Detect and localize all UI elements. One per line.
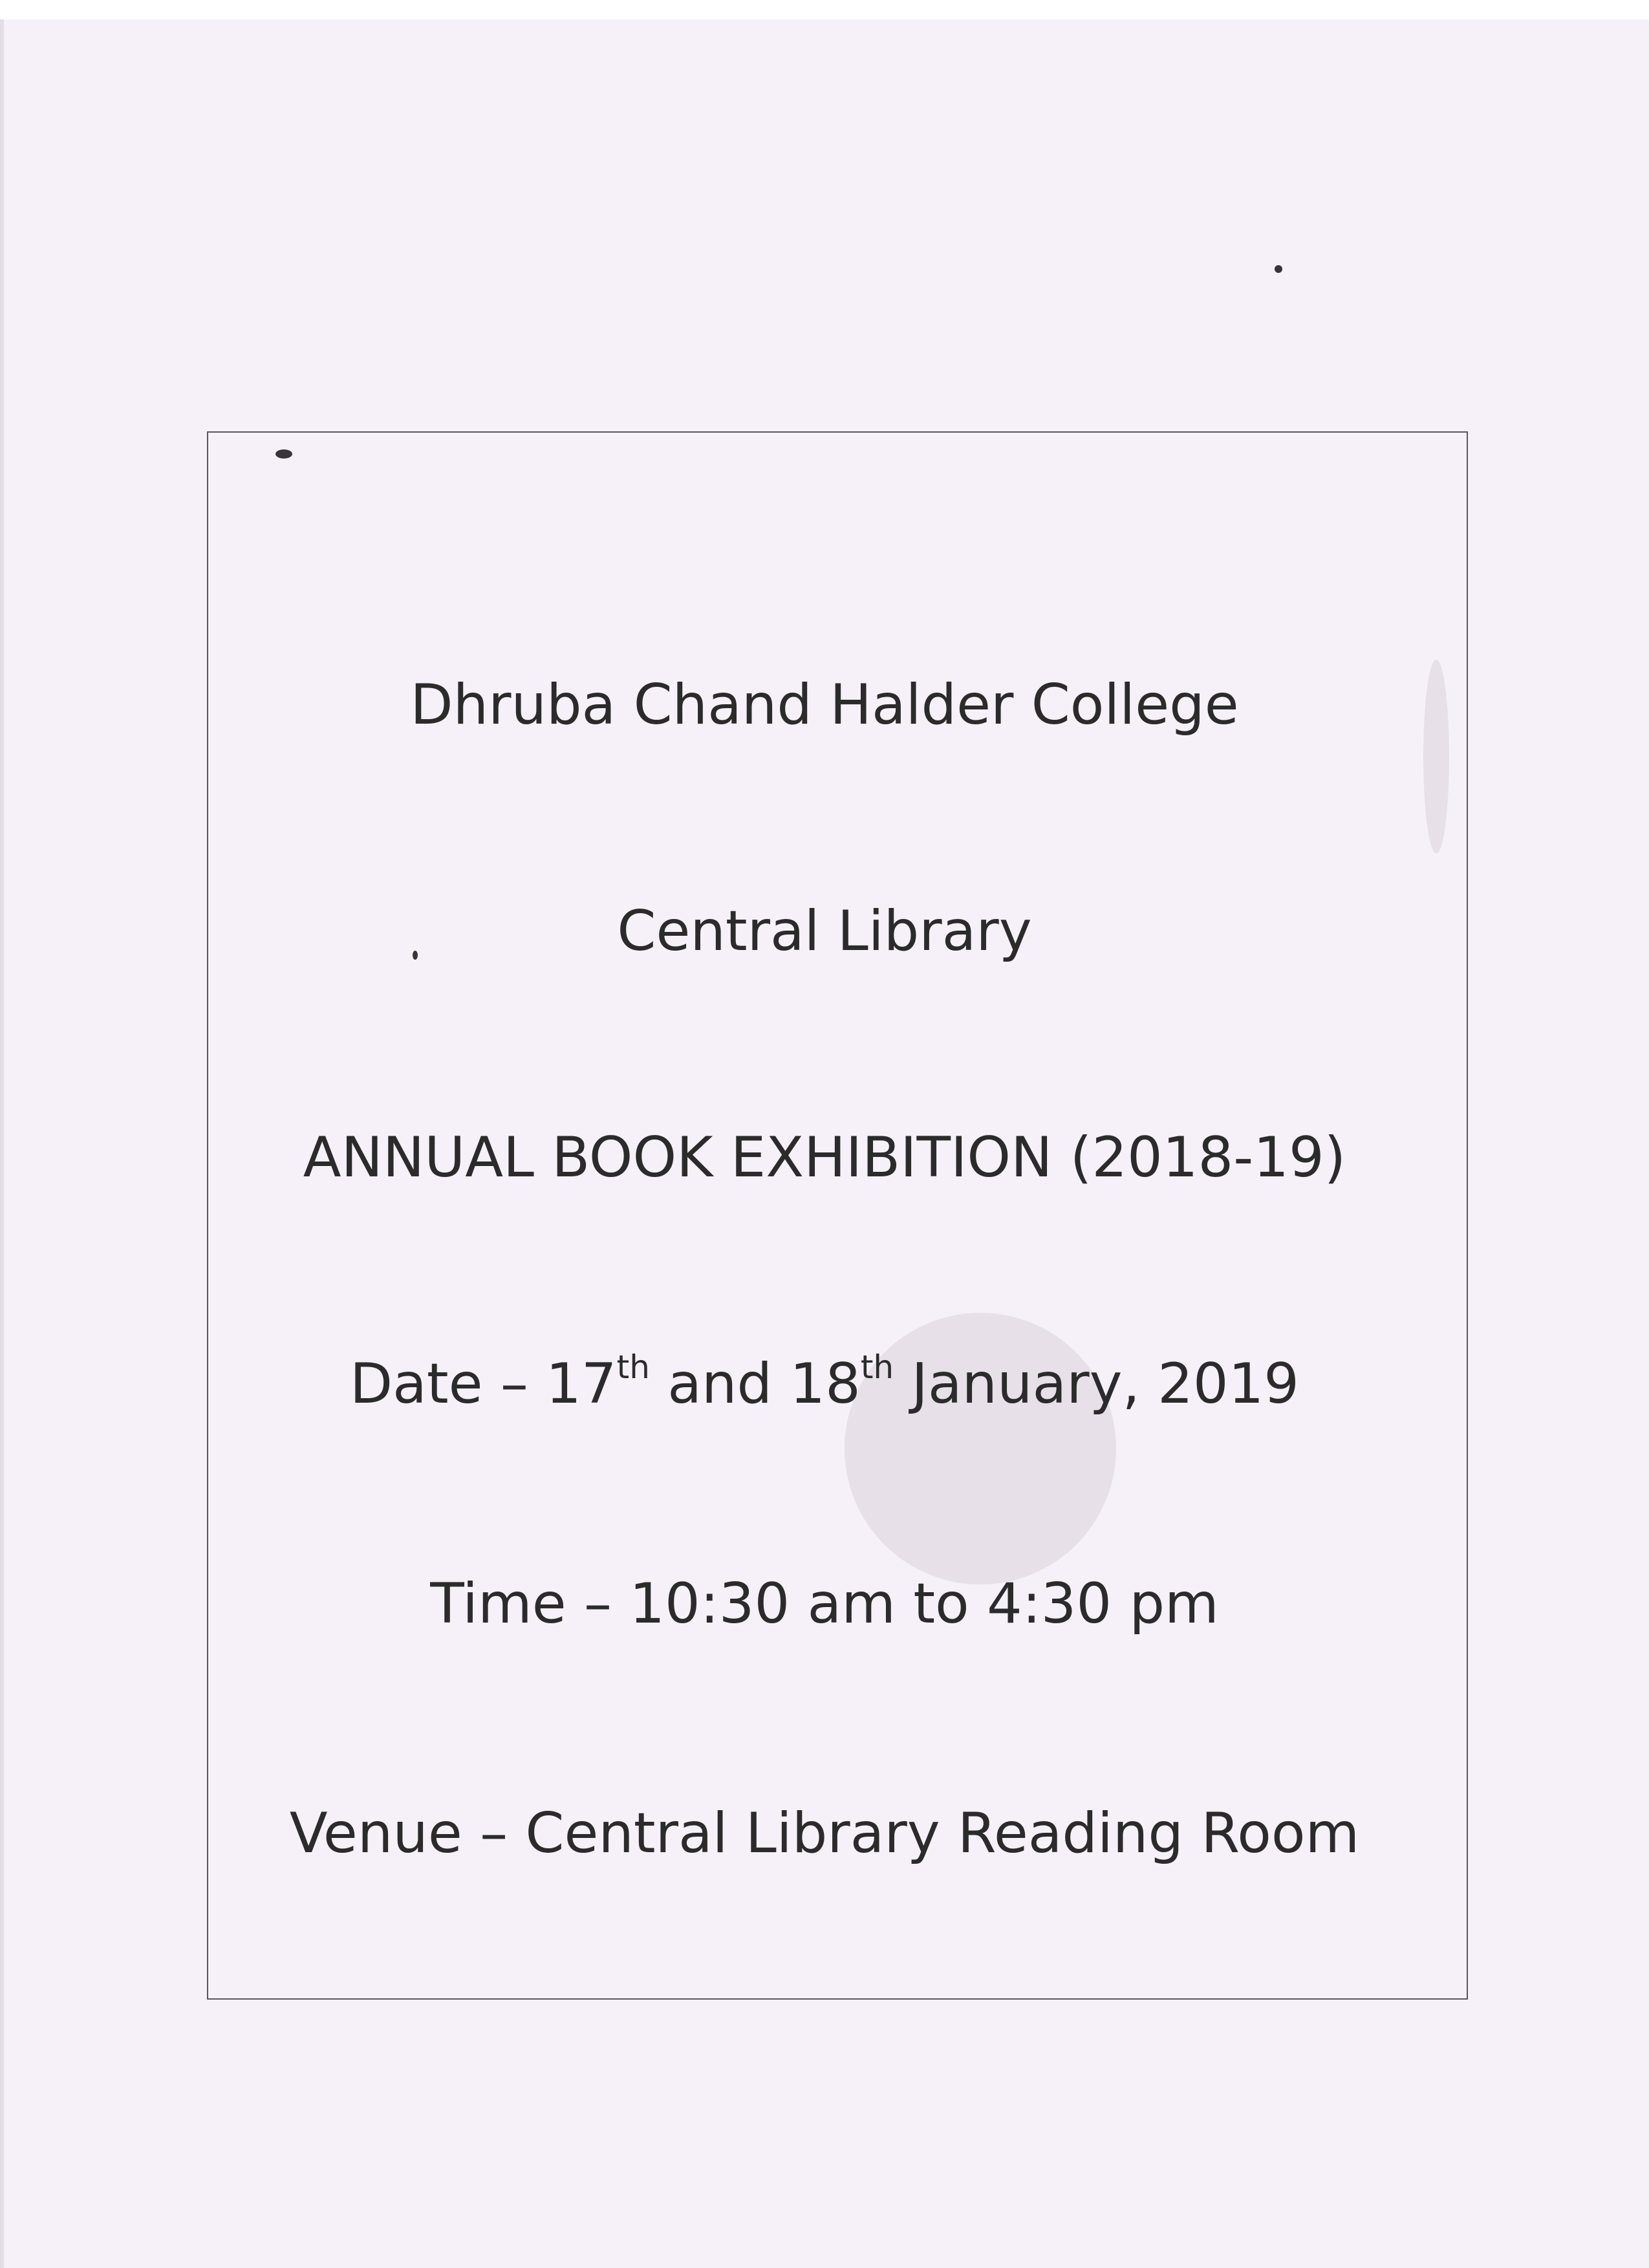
notice-border (207, 431, 1468, 2000)
date-ordinal-1: th (616, 1348, 650, 1386)
ink-speck (1275, 265, 1282, 273)
library-name: Central Library (617, 899, 1032, 964)
college-name: Dhruba Chand Halder College (410, 673, 1239, 737)
date-end: January, 2019 (894, 1352, 1300, 1416)
date-ordinal-2: th (860, 1348, 894, 1386)
date-label: Date – 17 (349, 1352, 617, 1416)
date-middle: and 18 (649, 1352, 861, 1416)
event-time: Time – 10:30 am to 4:30 pm (430, 1571, 1219, 1636)
event-title: ANNUAL BOOK EXHIBITION (2018-19) (303, 1125, 1346, 1190)
event-date (0, 1348, 1649, 1416)
event-venue: Venue – Central Library Reading Room (289, 1801, 1360, 1866)
